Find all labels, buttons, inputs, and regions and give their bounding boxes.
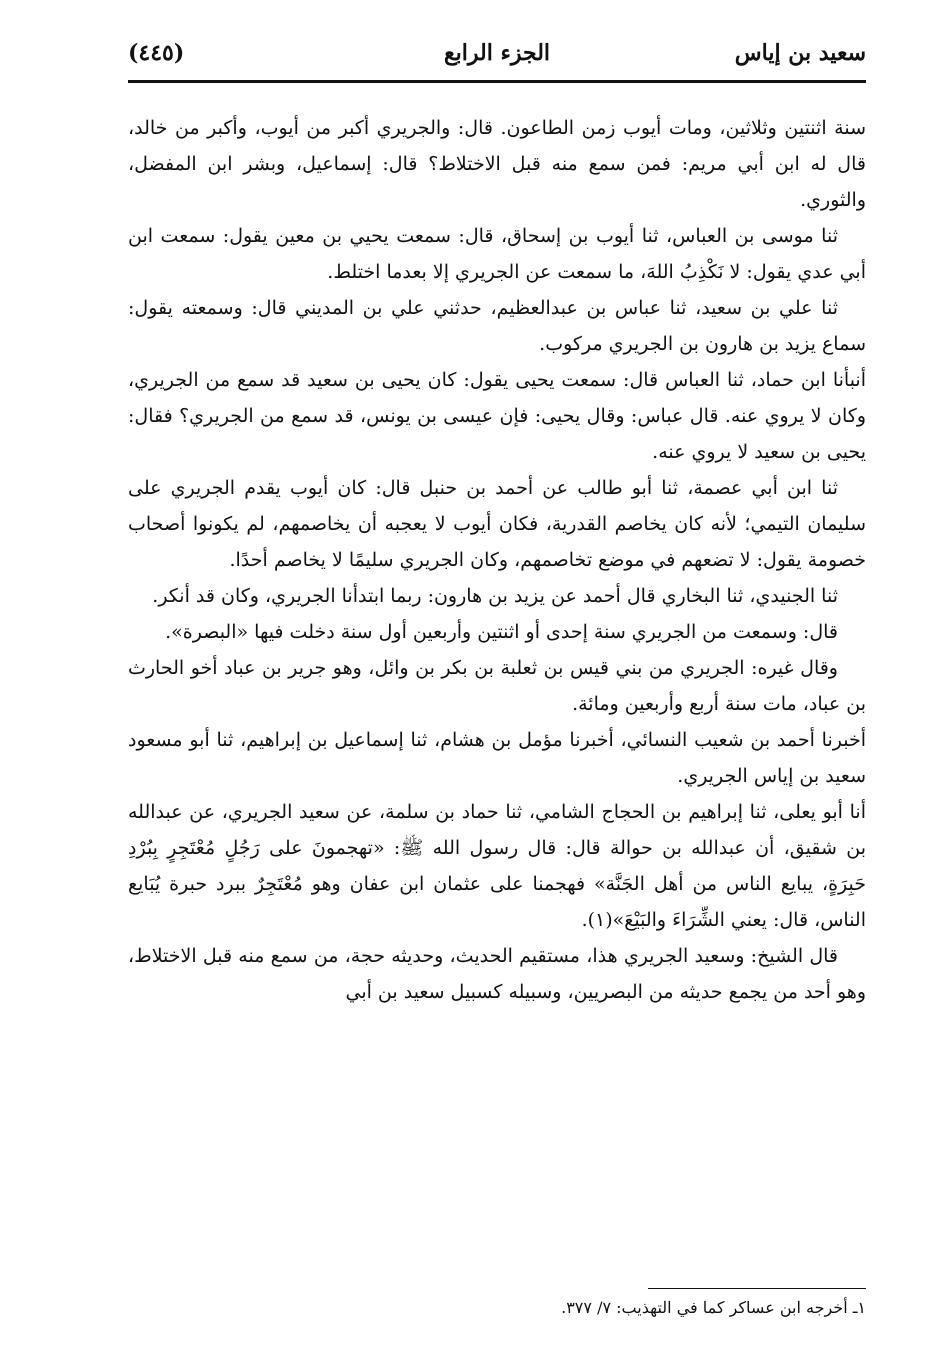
footnote-divider [648, 1288, 866, 1289]
paragraph: أخبرنا أحمد بن شعيب النسائي، أخبرنا مؤمل بن هشام، ثنا إسماعيل بن إبراهيم، ثنا أبو مسعود سعيد بن إياس الجريري. [128, 729, 866, 787]
header-chapter-title: سعيد بن إياس [734, 40, 866, 66]
page-number: (٤٤٥) [128, 40, 185, 66]
paragraph: ثنا علي بن سعيد، ثنا عباس بن عبدالعظيم، حدثني علي بن المديني قال: وسمعته يقول: سماع يزيد بن هارون بن الجريري مركوب. [128, 297, 866, 355]
body-text [128, 110, 866, 1010]
paragraph: قال: وسمعت من الجريري سنة إحدى أو اثنتين وأربعين أول سنة دخلت فيها «البصرة». [165, 621, 838, 643]
footnote: ١ـ أخرجه ابن عساكر كما في التهذيب: ٧/ ٣٧٧. [561, 1298, 866, 1317]
paragraph: أنا أبو يعلى، ثنا إبراهيم بن الحجاج الشامي، ثنا حماد بن سلمة، عن سعيد الجريري، عن عبدالله بن شقيق، أن عبدالله بن حوالة قال: قال رسول الله ﷺ: «تهجمونَ على رَجُلٍ مُعْتَجِرٍ بِبُرْدِ حَبِرَةٍ، يبايع الناس من أهل الجَنَّة» فهجمنا على عثمان ابن عفان وهو مُعْتَجِرٌ ببرد حبرة يُبَايع الناس، قال: يعني الشِّرَاءَ والبَيْعَ»(١). [128, 801, 866, 931]
paragraph: ثنا موسى بن العباس، ثنا أيوب بن إسحاق، قال: سمعت يحيي بن معين يقول: سمعت ابن أبي عدي يقول: لا نَكْذِبُ اللهَ، ما سمعت عن الجريري إلا بعدما اختلط. [128, 225, 866, 283]
paragraph: سنة اثنتين وثلاثين، ومات أيوب زمن الطاعون. قال: والجريري أكبر من أيوب، وأكبر من خالد، قال له ابن أبي مريم: فمن سمع منه قبل الاختلاط؟ قال: إسماعيل، وبشر ابن المفضل، والثوري. [128, 117, 866, 211]
paragraph: أنبأنا ابن حماد، ثنا العباس قال: سمعت يحيى يقول: كان يحيى بن سعيد قد سمع من الجريري، وكان لا يروي عنه. قال عباس: وقال يحيى: فإن عيسى بن يونس، قد سمع من الجريري؟ فقال: يحيى بن سعيد لا يروي عنه. [128, 369, 866, 463]
paragraph: ثنا الجنيدي، ثنا البخاري قال أحمد عن يزيد بن هارون: ربما ابتدأنا الجريري، وكان قد أنكر. [152, 585, 838, 607]
paragraph: ثنا ابن أبي عصمة، ثنا أبو طالب عن أحمد بن حنبل قال: كان أيوب يقدم الجريري على سليمان التيمي؛ لأنه كان يخاصم القدرية، فكان أيوب لا يعجبه أن يخاصمهم، لم يكونوا أصحاب خصومة يقول: لا تضعهم في موضع تخاصمهم، وكان الجريري سليمًا لا يخاصم أحدًا. [128, 477, 866, 571]
paragraph: وقال غيره: الجريري من بني قيس بن ثعلبة بن بكر بن وائل، وهو جرير بن عباد أخو الحارث بن عباد، مات سنة أربع وأربعين ومائة. [128, 657, 866, 715]
header-divider [128, 80, 866, 83]
page-header [128, 36, 866, 76]
header-volume-title: الجزء الرابع [443, 40, 551, 66]
paragraph: قال الشيخ: وسعيد الجريري هذا، مستقيم الحديث، وحديثه حجة، من سمع منه قبل الاختلاط، وهو أحد من يجمع حديثه من البصريين، وسبيله كسبيل سعيد بن أبي [128, 945, 866, 1003]
